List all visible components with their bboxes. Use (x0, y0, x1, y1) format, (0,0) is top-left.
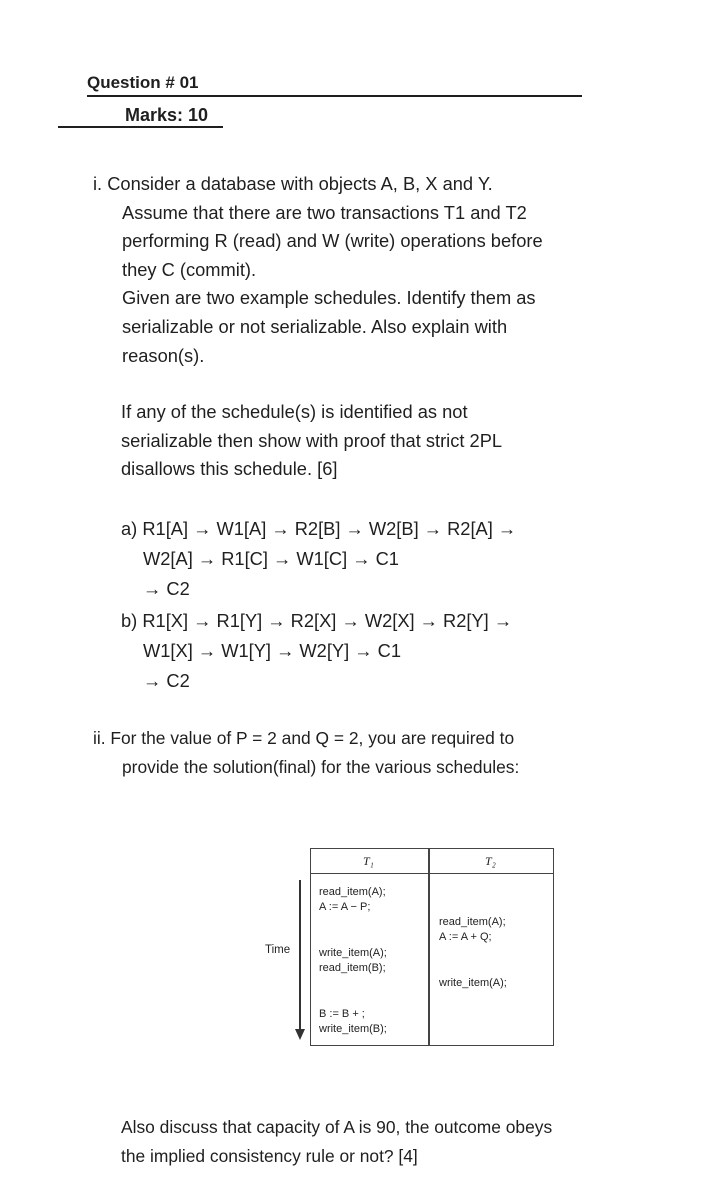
followup-line: disallows this schedule. [6] (121, 458, 338, 480)
t1-op: read_item(B); (319, 962, 386, 974)
closing-line: Also discuss that capacity of A is 90, the outcome obeys (121, 1117, 553, 1137)
t1-op: write_item(B); (319, 1023, 387, 1035)
part-i-line: reason(s). (122, 344, 205, 366)
schedule-a (121, 514, 701, 604)
part-i-line: they C (commit). (122, 258, 257, 280)
t1-op: B := B + ; (319, 1008, 365, 1020)
part-i-line: Given are two example schedules. Identify them as (122, 287, 536, 309)
part-ii-line: provide the solution(final) for the various schedules: (122, 757, 520, 777)
part-i-text (93, 170, 693, 370)
schedule-a-line: a) R1[A] → W1[A] → R2[B] → W2[B] → R2[A] → (121, 518, 517, 539)
header-t1: T₁ (363, 854, 374, 868)
part-ii-line: ii. For the value of P = 2 and Q = 2, you are required to (93, 728, 515, 748)
marks-label: Marks: 10 (125, 105, 209, 125)
t2-op: read_item(A); (439, 916, 506, 928)
time-arrow-head-icon (295, 1029, 305, 1040)
schedule-b-line: W1[X] → W1[Y] → W2[Y] → C1 (143, 640, 402, 661)
question-title: Question # 01 (87, 73, 199, 92)
part-i-line: Assume that there are two transactions T1 and T2 (122, 201, 527, 223)
part-i-line: performing R (read) and W (write) operations before (122, 230, 543, 252)
schedule-b-line: b) R1[X] → R1[Y] → R2[X] → W2[X] → R2[Y] → (121, 610, 513, 631)
schedule-a-line: W2[A] → R1[C] → W1[C] → C1 (143, 548, 399, 569)
part-i-line: serializable or not serializable. Also explain with (122, 315, 508, 337)
t1-op: read_item(A); (319, 886, 386, 898)
header-t2: T₂ (485, 854, 496, 868)
time-arrow-line (299, 880, 301, 1030)
closing-line: the implied consistency rule or not? [4] (121, 1146, 418, 1166)
schedule-table (310, 848, 554, 1046)
question-underline (87, 95, 582, 97)
time-axis-label: Time (265, 944, 291, 956)
schedule-a-line: → C2 (143, 578, 190, 599)
followup-line: serializable then show with proof that strict 2PL (121, 429, 503, 451)
schedule-b-line: → C2 (143, 670, 190, 691)
marks-underline (58, 126, 223, 128)
part-i-followup (121, 398, 681, 484)
column-divider (428, 849, 430, 1045)
part-ii-text (93, 724, 693, 782)
part-i-line: i. Consider a database with objects A, B, X and Y. (93, 173, 493, 194)
followup-line: If any of the schedule(s) is identified as not (121, 401, 468, 422)
schedule-b (121, 606, 701, 696)
t1-op: write_item(A); (319, 947, 387, 959)
t2-op: A := A + Q; (439, 931, 492, 943)
t1-op: A := A − P; (319, 901, 371, 913)
closing-text (121, 1113, 681, 1171)
table-header-row (311, 849, 553, 874)
t2-op: write_item(A); (439, 977, 507, 989)
